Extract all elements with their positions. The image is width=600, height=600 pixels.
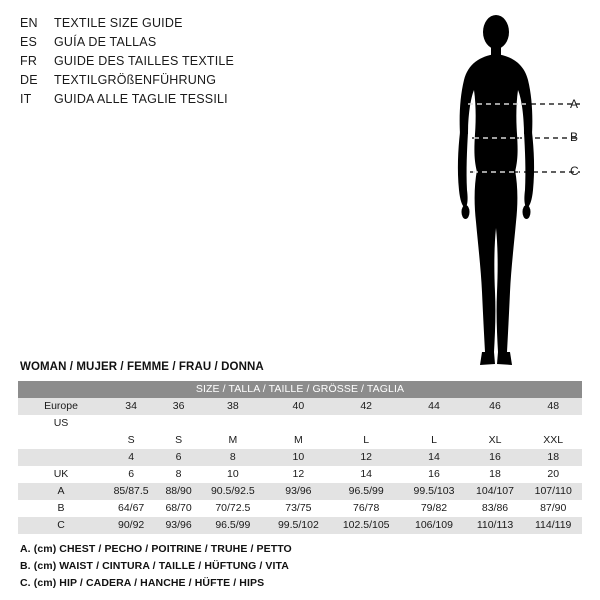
cell: 64/67 [104,500,158,517]
cell: 4 [104,449,158,466]
cell: 46 [466,398,525,415]
cell: 8 [199,449,267,466]
cell [199,415,267,432]
measurement-marker-b: B [570,130,579,144]
table-header-label: SIZE / TALLA / TAILLE / GRÖSSE / TAGLIA [18,381,582,398]
row-label-us-numeric [18,449,104,466]
cell: 6 [104,466,158,483]
row-label-us-letter [18,432,104,449]
cell [267,415,330,432]
language-code-en: EN [20,16,38,30]
cell: L [402,432,465,449]
table-row [18,432,582,449]
row-label-europe: Europe [18,398,104,415]
cell: 106/109 [402,517,465,534]
table-row [18,500,582,517]
table-row [18,415,582,432]
size-table [18,381,582,534]
cell: 6 [158,449,199,466]
cell: 90.5/92.5 [199,483,267,500]
silhouette-svg [410,8,590,376]
table-row [18,449,582,466]
cell: 114/119 [524,517,582,534]
cell: 8 [158,466,199,483]
language-text-de: TEXTILGRÖßENFÜHRUNG [54,73,217,87]
language-code-de: DE [20,73,38,87]
cell: 73/75 [267,500,330,517]
footnote-hip: C. (cm) HIP / CADERA / HANCHE / HÜFTE / HIPS [20,577,265,589]
cell: 70/72.5 [199,500,267,517]
language-text-fr: GUIDE DES TAILLES TEXTILE [54,54,235,68]
cell: 79/82 [402,500,465,517]
cell: 76/78 [330,500,402,517]
footnote-waist: B. (cm) WAIST / CINTURA / TAILLE / HÜFTUNG / VITA [20,560,289,572]
language-code-it: IT [20,92,32,106]
language-text-it: GUIDA ALLE TAGLIE TESSILI [54,92,228,106]
cell: 12 [330,449,402,466]
cell [158,415,199,432]
cell: 88/90 [158,483,199,500]
cell: 18 [524,449,582,466]
cell [402,415,465,432]
cell: 14 [330,466,402,483]
female-silhouette-figure [410,8,590,376]
cell [104,415,158,432]
cell: 96.5/99 [199,517,267,534]
cell: 68/70 [158,500,199,517]
cell: 38 [199,398,267,415]
language-code-es: ES [20,35,38,49]
table-row [18,466,582,483]
cell: 93/96 [267,483,330,500]
cell: 107/110 [524,483,582,500]
footnote-chest: A. (cm) CHEST / PECHO / POITRINE / TRUHE / PETTO [20,543,292,555]
cell: 85/87.5 [104,483,158,500]
language-row-es [20,35,350,54]
cell: 42 [330,398,402,415]
row-label-c: C [18,517,104,534]
cell: 104/107 [466,483,525,500]
cell: 44 [402,398,465,415]
cell: 12 [267,466,330,483]
footnote-list [20,541,580,592]
cell: XXL [524,432,582,449]
cell [330,415,402,432]
cell: 96.5/99 [330,483,402,500]
cell [524,415,582,432]
language-row-fr [20,54,350,73]
cell: M [199,432,267,449]
cell: 18 [466,466,525,483]
cell: S [104,432,158,449]
row-label-uk: UK [18,466,104,483]
language-row-en [20,16,350,35]
cell: 99.5/102 [267,517,330,534]
language-text-es: GUÍA DE TALLAS [54,35,157,49]
cell: 93/96 [158,517,199,534]
cell: 34 [104,398,158,415]
table-row [18,398,582,415]
language-row-it [20,92,350,111]
cell: 20 [524,466,582,483]
cell: 110/113 [466,517,525,534]
table-row [18,483,582,500]
language-title-block [20,16,350,111]
measurement-marker-c: C [570,164,579,178]
measurement-marker-a: A [570,97,579,111]
cell: 16 [402,466,465,483]
cell: 102.5/105 [330,517,402,534]
language-text-en: TEXTILE SIZE GUIDE [54,16,183,30]
cell: 10 [199,466,267,483]
cell: 90/92 [104,517,158,534]
table-header-row [18,381,582,398]
cell: 83/86 [466,500,525,517]
cell: 16 [466,449,525,466]
row-label-us: US [18,415,104,432]
cell: XL [466,432,525,449]
cell [466,415,525,432]
row-label-a: A [18,483,104,500]
cell: S [158,432,199,449]
cell: 10 [267,449,330,466]
language-row-de [20,73,350,92]
cell: 99.5/103 [402,483,465,500]
section-title: WOMAN / MUJER / FEMME / FRAU / DONNA [20,361,264,373]
cell: 40 [267,398,330,415]
language-code-fr: FR [20,54,38,68]
size-table-container [18,381,582,534]
cell: L [330,432,402,449]
row-label-b: B [18,500,104,517]
cell: 87/90 [524,500,582,517]
cell: 14 [402,449,465,466]
cell: 48 [524,398,582,415]
table-row [18,517,582,534]
cell: M [267,432,330,449]
cell: 36 [158,398,199,415]
